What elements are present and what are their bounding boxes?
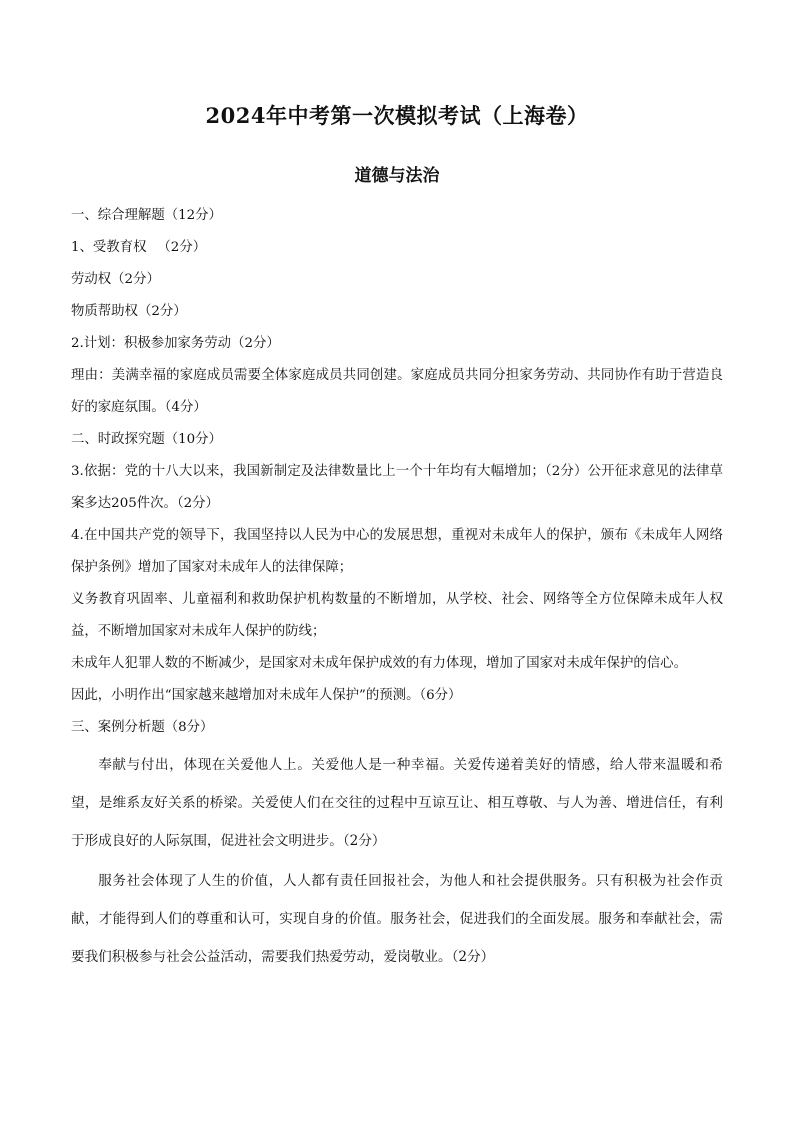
question-4-conclusion: 因此，小明作出“国家越来越增加对未成年人保护”的预测。（6分） xyxy=(71,688,462,703)
answer-content xyxy=(71,200,723,976)
question-4-paragraph: 义务教育巩固率、儿童福利和救助保护机构数量的不断增加，从学校、社会、网络等全方位保障未成年人权益，不断增加国家对未成年人保护的防线； xyxy=(71,592,723,639)
question-4-paragraph: 未成年人犯罪人数的不断减少，是国家对未成年保护成效的有力体现，增加了国家对未成年保护的信心。 xyxy=(71,656,687,671)
case-paragraph: 奉献与付出，体现在关爱他人上。关爱他人是一种幸福。关爱传递着美好的情感，给人带来温暖和希望，是维系友好关系的桥梁。关爱使人们在交往的过程中互谅互让、相互尊敬、与人为善、增进信任，有利于形成良好的人际氛围，促进社会文明进步。（2分） xyxy=(71,757,723,849)
page-title: 2024年中考第一次模拟考试（上海卷） xyxy=(205,103,589,128)
question-4-paragraph: 4.在中国共产党的领导下，我国坚持以人民为中心的发展思想，重视对未成年人的保护，颁布《未成年人网络保护条例》增加了国家对未成年人的法律保障； xyxy=(71,528,723,575)
answer-line: 1、受教育权 （2分） xyxy=(71,240,207,255)
reason-paragraph: 理由：美满幸福的家庭成员需要全体家庭成员共同创建。家庭成员共同分担家务劳动、共同协作有助于营造良好的家庭氛围。（4分） xyxy=(71,368,723,415)
answer-line: 物质帮助权（2分） xyxy=(71,304,187,319)
case-paragraph: 服务社会体现了人生的价值，人人都有责任回报社会，为他人和社会提供服务。只有积极为社会作贡献，才能得到人们的尊重和认可，实现自身的价值。服务社会，促进我们的全面发展。服务和奉献社会，需要我们积极参与社会公益活动，需要我们热爱劳动，爱岗敬业。（2分） xyxy=(71,873,723,965)
section-3-heading: 三、案例分析题（8分） xyxy=(71,720,214,735)
question-3-answer: 3.依据：党的十八大以来，我国新制定及法律数量比上一个十年均有大幅增加；（2分）公开征求意见的法律草案多达205件次。（2分） xyxy=(71,464,723,511)
answer-line: 2.计划：积极参加家务劳动（2分） xyxy=(71,336,280,351)
answer-line: 劳动权（2分） xyxy=(71,272,160,287)
section-2-heading: 二、时政探究题（10分） xyxy=(71,432,222,447)
subject-title: 道德与法治 xyxy=(354,166,440,186)
section-1-heading: 一、综合理解题（12分） xyxy=(71,208,222,223)
